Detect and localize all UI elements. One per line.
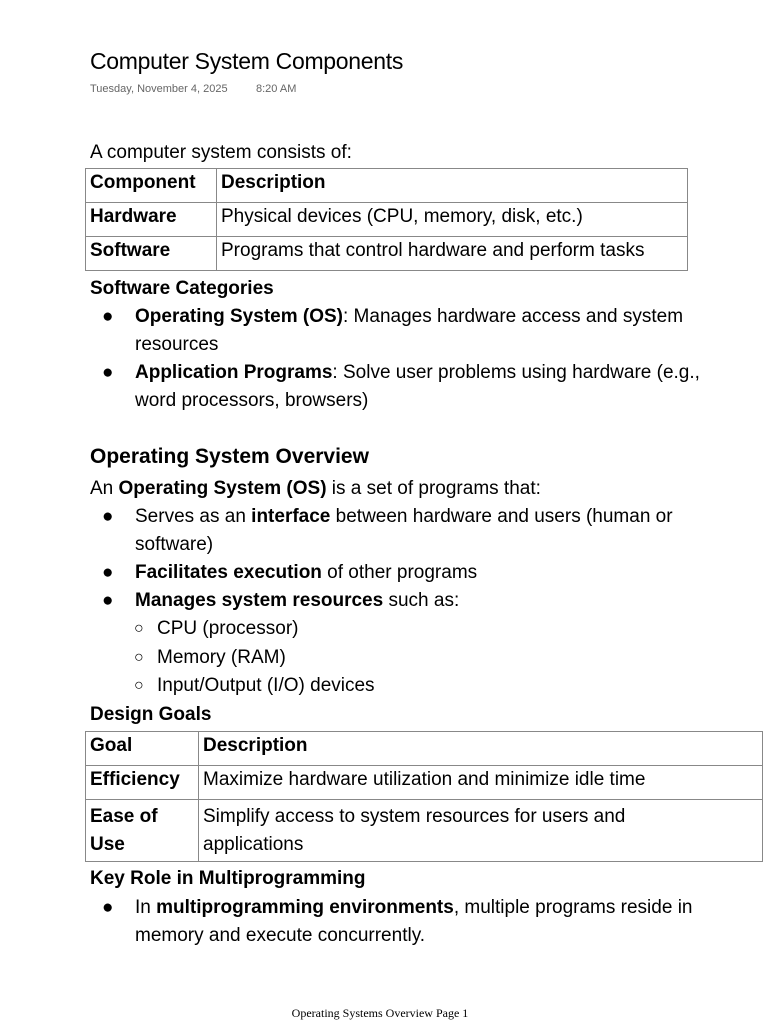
list-item-term: multiprogramming environments	[156, 897, 454, 918]
list-item-text: , multiple programs reside in	[453, 897, 693, 918]
page-footer: Operating Systems Overview Page 1	[291, 1006, 469, 1020]
list-item-text: software)	[135, 534, 214, 555]
list-item-term: interface	[251, 506, 331, 527]
list-item-text: memory and execute concurrently.	[135, 925, 426, 946]
table-cell: Hardware	[86, 203, 217, 237]
software-categories-heading: Software Categories	[90, 278, 274, 299]
table-cell	[199, 800, 763, 862]
bullet-icon: ●	[102, 590, 114, 611]
list-item-term: Facilitates execution	[135, 562, 322, 583]
table-header-cell: Description	[199, 732, 763, 766]
circle-bullet-icon: ○	[134, 677, 144, 694]
os-overview-heading: Operating System Overview	[90, 445, 369, 468]
sub-list-item-text: Input/Output (I/O) devices	[157, 675, 375, 696]
list-item-term: Manages system resources	[135, 590, 384, 611]
table-cell-text: Use	[90, 834, 125, 855]
list-item-text: : Solve user problems using hardware (e.g.,	[332, 362, 700, 383]
table-row	[86, 800, 763, 862]
list-item-text: resources	[135, 334, 219, 355]
bullet-icon: ●	[102, 506, 114, 527]
list-item-text: word processors, browsers)	[135, 390, 369, 411]
bullet-icon: ●	[102, 362, 114, 383]
list-item-term: Operating System (OS)	[135, 306, 343, 327]
os-intro-post: is a set of programs that:	[326, 478, 541, 499]
list-item-text: : Manages hardware access and system	[343, 306, 684, 327]
table-header-cell: Description	[217, 169, 688, 203]
os-intro-pre: An	[90, 478, 119, 499]
list-item-text: In	[135, 897, 157, 918]
sub-list-item-text: Memory (RAM)	[157, 647, 286, 668]
table-cell-text: Simplify access to system resources for users and	[203, 806, 626, 827]
table-cell: Physical devices (CPU, memory, disk, etc.)	[217, 203, 688, 237]
table-row	[86, 766, 763, 800]
sub-list-item-text: CPU (processor)	[157, 618, 299, 639]
multiprogramming-heading: Key Role in Multiprogramming	[90, 868, 366, 889]
page-date: Tuesday, November 4, 2025	[90, 83, 228, 95]
page-title: Computer System Components	[90, 48, 404, 74]
list-item-term: Application Programs	[135, 362, 333, 383]
circle-bullet-icon: ○	[134, 649, 144, 666]
table-row	[86, 203, 688, 237]
table-cell	[86, 800, 199, 862]
table-header-cell: Component	[86, 169, 217, 203]
table-cell: Software	[86, 237, 217, 271]
table-cell: Programs that control hardware and perform tasks	[217, 237, 688, 271]
table-row	[86, 237, 688, 271]
bullet-icon: ●	[102, 306, 114, 327]
page-time: 8:20 AM	[256, 83, 297, 95]
list-item-text: Serves as an	[135, 506, 252, 527]
list-item-text: of other programs	[321, 562, 478, 583]
circle-bullet-icon: ○	[134, 620, 144, 637]
components-table	[85, 168, 688, 271]
table-cell: Maximize hardware utilization and minimize idle time	[199, 766, 763, 800]
design-goals-table	[85, 731, 763, 862]
table-header-row	[86, 732, 763, 766]
bullet-icon: ●	[102, 562, 114, 583]
os-intro-bold: Operating System (OS)	[118, 478, 327, 499]
table-cell: Efficiency	[86, 766, 199, 800]
list-item-text: between hardware and users (human or	[330, 506, 673, 527]
table-header-row	[86, 169, 688, 203]
table-header-cell: Goal	[86, 732, 199, 766]
list-item-text: such as:	[383, 590, 460, 611]
intro-text: A computer system consists of:	[90, 142, 352, 163]
bullet-icon: ●	[102, 897, 114, 918]
table-cell-text: applications	[203, 834, 304, 855]
table-cell-text: Ease of	[90, 806, 158, 827]
os-intro-text	[90, 475, 541, 503]
design-goals-heading: Design Goals	[90, 704, 212, 725]
